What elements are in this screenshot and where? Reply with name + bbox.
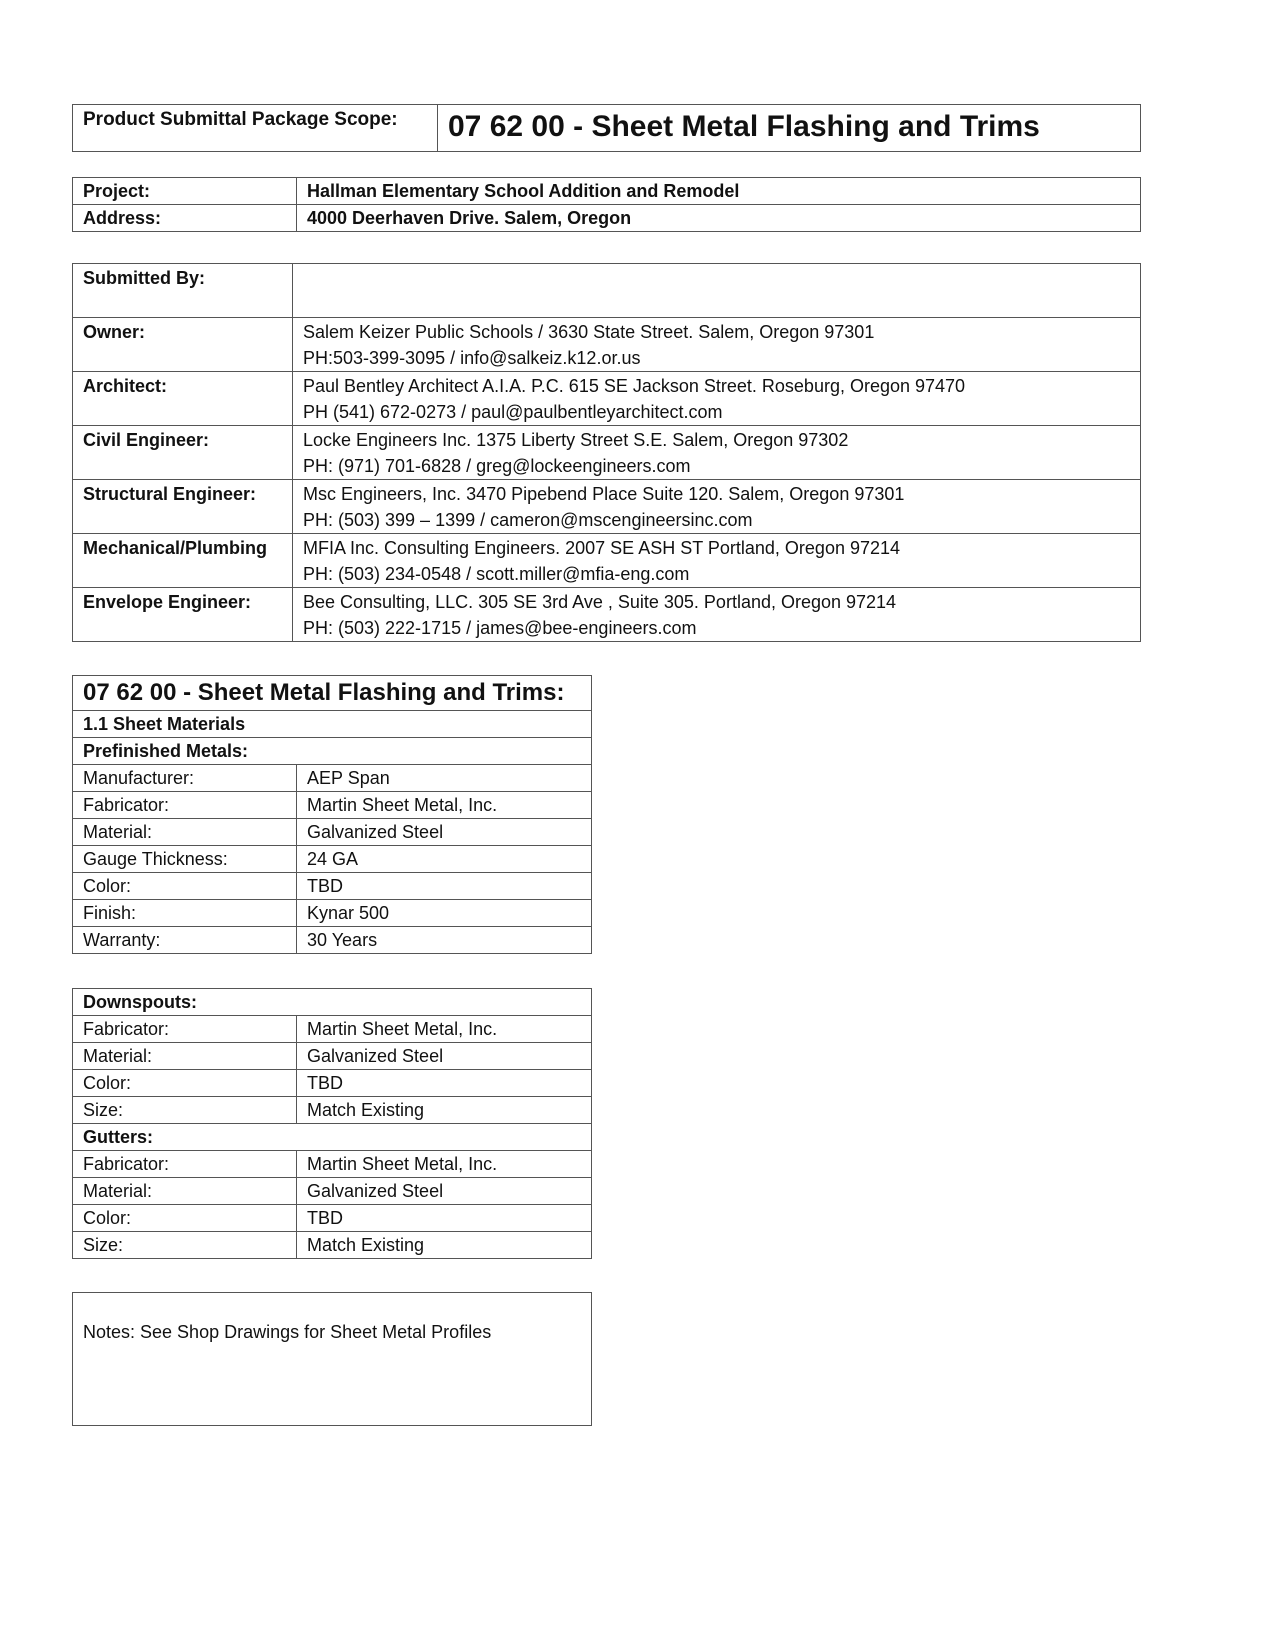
contact-role: Envelope Engineer: (73, 588, 293, 642)
spec-value: Martin Sheet Metal, Inc. (297, 1016, 592, 1043)
contact-details (293, 426, 1141, 480)
spec-section-heading: Prefinished Metals: (73, 738, 592, 765)
spec-value: 30 Years (297, 927, 592, 954)
contact-role: Architect: (73, 372, 293, 426)
spec-title: 07 62 00 - Sheet Metal Flashing and Trims: (73, 676, 592, 711)
project-value: Hallman Elementary School Addition and Remodel (297, 178, 1141, 205)
contact-line2: PH (541) 672-0273 / paul@paulbentleyarchitect.com (303, 402, 723, 422)
spec-value: Match Existing (297, 1232, 592, 1259)
spec-value: TBD (297, 873, 592, 900)
spec-label: Manufacturer: (73, 765, 297, 792)
spec-row (73, 738, 592, 765)
downspouts-gutters-table (72, 988, 592, 1259)
spec-label: Fabricator: (73, 792, 297, 819)
contact-line2: PH:503-399-3095 / info@salkeiz.k12.or.us (303, 348, 641, 368)
address-value: 4000 Deerhaven Drive. Salem, Oregon (297, 205, 1141, 232)
spec-value: Martin Sheet Metal, Inc. (297, 792, 592, 819)
contact-row (73, 534, 1141, 588)
scope-label: Product Submittal Package Scope: (73, 105, 438, 152)
contact-role: Structural Engineer: (73, 480, 293, 534)
spec-section-heading: Gutters: (73, 1124, 592, 1151)
contact-role: Submitted By: (73, 264, 293, 318)
spec-value: Martin Sheet Metal, Inc. (297, 1151, 592, 1178)
spec-row (73, 873, 592, 900)
contact-line2: PH: (503) 222-1715 / james@bee-engineers.com (303, 618, 697, 638)
contact-details (293, 534, 1141, 588)
contact-line1: Salem Keizer Public Schools / 3630 State Street. Salem, Oregon 97301 (303, 322, 875, 342)
spec-row (73, 927, 592, 954)
contact-row (73, 480, 1141, 534)
spec-value: Match Existing (297, 1097, 592, 1124)
spec-label: Size: (73, 1232, 297, 1259)
spec-value: TBD (297, 1205, 592, 1232)
contact-line2: PH: (503) 234-0548 / scott.miller@mfia-eng.com (303, 564, 690, 584)
spec-row (73, 1151, 592, 1178)
spec-label: Gauge Thickness: (73, 846, 297, 873)
spec-row (73, 1124, 592, 1151)
spec-row (73, 792, 592, 819)
contact-details (293, 480, 1141, 534)
contact-details (293, 588, 1141, 642)
spec-row (73, 819, 592, 846)
project-label: Project: (73, 178, 297, 205)
contact-details (293, 372, 1141, 426)
spec-label: Material: (73, 1178, 297, 1205)
spec-row (73, 1232, 592, 1259)
spec-row (73, 1178, 592, 1205)
spec-value: Kynar 500 (297, 900, 592, 927)
contact-role: Owner: (73, 318, 293, 372)
scope-title: 07 62 00 - Sheet Metal Flashing and Trims (438, 105, 1141, 152)
spec-row (73, 846, 592, 873)
scope-table (72, 104, 1141, 152)
spec-value: AEP Span (297, 765, 592, 792)
spec-value: 24 GA (297, 846, 592, 873)
spec-label: Color: (73, 873, 297, 900)
spec-row (73, 711, 592, 738)
contact-line1: Paul Bentley Architect A.I.A. P.C. 615 SE Jackson Street. Roseburg, Oregon 97470 (303, 376, 966, 396)
address-label: Address: (73, 205, 297, 232)
spec-value: Galvanized Steel (297, 819, 592, 846)
contact-details (293, 264, 1141, 318)
spec-row (73, 1097, 592, 1124)
contact-line1: Bee Consulting, LLC. 305 SE 3rd Ave , Suite 305. Portland, Oregon 97214 (303, 592, 897, 612)
notes-box (72, 1292, 592, 1426)
contact-row (73, 264, 1141, 318)
contact-row (73, 318, 1141, 372)
spec-label: Fabricator: (73, 1016, 297, 1043)
spec-label: Finish: (73, 900, 297, 927)
contact-line1: MFIA Inc. Consulting Engineers. 2007 SE ASH ST Portland, Oregon 97214 (303, 538, 901, 558)
spec-label: Fabricator: (73, 1151, 297, 1178)
spec-row (73, 1205, 592, 1232)
spec-label: Color: (73, 1070, 297, 1097)
spec-row (73, 1016, 592, 1043)
spec-value: Galvanized Steel (297, 1043, 592, 1070)
contact-line1: Locke Engineers Inc. 1375 Liberty Street S.E. Salem, Oregon 97302 (303, 430, 849, 450)
spec-value: TBD (297, 1070, 592, 1097)
contact-row (73, 372, 1141, 426)
contact-details (293, 318, 1141, 372)
spec-label: Warranty: (73, 927, 297, 954)
spec-value: Galvanized Steel (297, 1178, 592, 1205)
spec-row (73, 1043, 592, 1070)
sheet-materials-table (72, 675, 592, 954)
spec-row (73, 989, 592, 1016)
contacts-table (72, 263, 1141, 642)
contact-row (73, 426, 1141, 480)
contact-line1: Msc Engineers, Inc. 3470 Pipebend Place Suite 120. Salem, Oregon 97301 (303, 484, 905, 504)
contact-role: Mechanical/Plumbing (73, 534, 293, 588)
spec-label: Material: (73, 1043, 297, 1070)
spec-label: Size: (73, 1097, 297, 1124)
spec-section-heading: Downspouts: (73, 989, 592, 1016)
spec-label: Material: (73, 819, 297, 846)
spec-row (73, 1070, 592, 1097)
spec-row (73, 765, 592, 792)
spec-row (73, 900, 592, 927)
contact-row (73, 588, 1141, 642)
contact-line2: PH: (971) 701-6828 / greg@lockeengineers.com (303, 456, 691, 476)
notes-text: Notes: See Shop Drawings for Sheet Metal Profiles (83, 1322, 492, 1342)
contact-role: Civil Engineer: (73, 426, 293, 480)
project-table (72, 177, 1141, 232)
contact-line2: PH: (503) 399 – 1399 / cameron@mscengineersinc.com (303, 510, 753, 530)
spec-label: Color: (73, 1205, 297, 1232)
spec-section-heading: 1.1 Sheet Materials (73, 711, 592, 738)
